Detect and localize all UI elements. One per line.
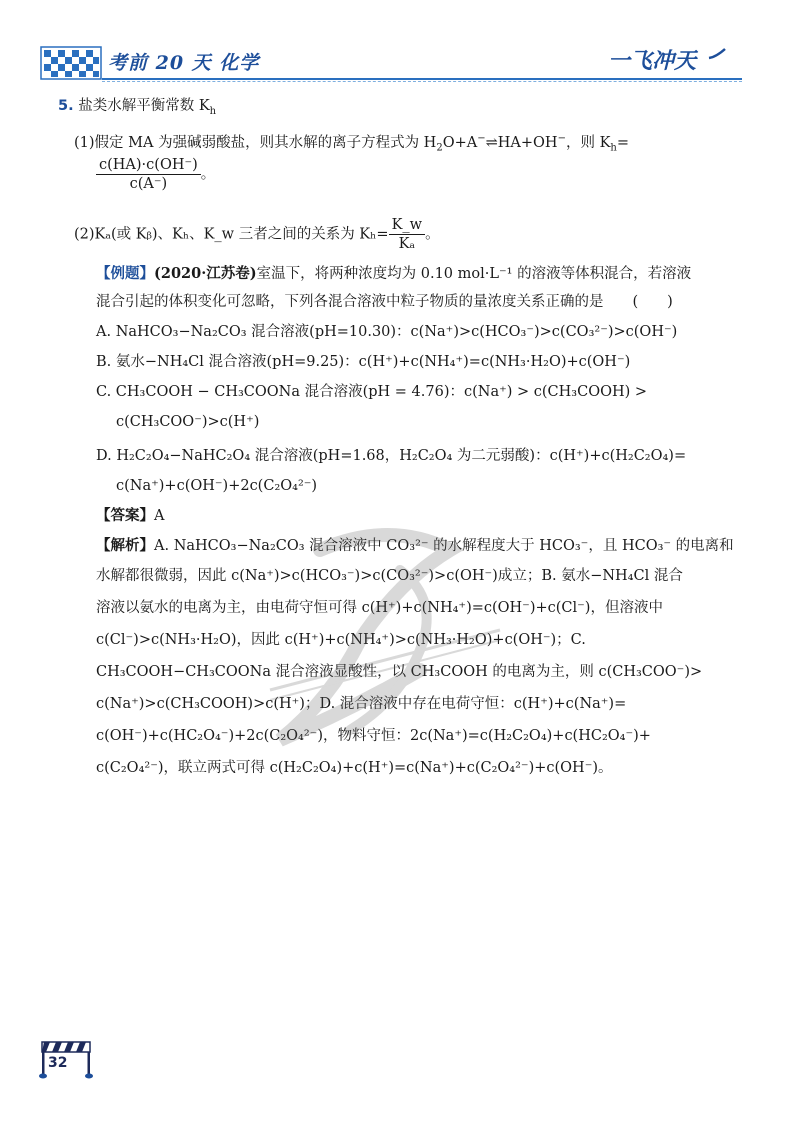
kh-denominator: c(A⁻) [129, 176, 168, 192]
header-rule-dashed [102, 81, 742, 82]
item1-text-d: ，则 K [565, 134, 611, 151]
checkered-logo-icon [40, 46, 102, 80]
analysis-line-3: 溶液以氨水的电离为主，由电荷守恒可得 c(H⁺)+c(NH₄⁺)=c(OH⁻)+c(Cl⁻)，但溶液中 [96, 600, 663, 616]
item2-line [74, 216, 440, 253]
item1-line: (1)假定 MA 为强碱弱酸盐，则其水解的离子方程式为 $H_2O+A^-\rightleftharpoons HA+OH^-$，则 $K_h=$ [74, 133, 630, 154]
swoosh-icon [708, 48, 726, 60]
section-title-sub: h [209, 105, 217, 117]
page-number: 32 [48, 1055, 68, 1071]
item1-text-e: = [616, 134, 630, 151]
kh-numerator: c(HA)·c(OH⁻) [96, 156, 201, 175]
analysis-line-5: CH₃COOH−CH₃COONa 混合溶液显酸性，以 CH₃COOH 的电离为主，则 c(CH₃COO⁻)> [96, 664, 703, 680]
example-line-2: 混合引起的体积变化可忽略，下列各混合溶液中粒子物质的量浓度关系正确的是 ( ) [96, 294, 673, 310]
option-d-line-1: D. H₂C₂O₄−NaHC₂O₄ 混合溶液(pH=1.68，H₂C₂O₄ 为二元弱酸)：c(H⁺)+c(H₂C₂O₄)= [96, 448, 687, 464]
analysis-line-7: c(OH⁻)+c(HC₂O₄⁻)+2c(C₂O₄²⁻)，物料守恒：2c(Na⁺)=c(H₂C₂O₄)+c(HC₂O₄⁻)+ [96, 728, 651, 744]
kh-fraction [96, 156, 201, 193]
option-a: A. NaHCO₃−Na₂CO₃ 混合溶液(pH=10.30)：c(Na⁺)>c(HCO₃⁻)>c(CO₃²⁻)>c(OH⁻) [96, 324, 678, 340]
answer-line [96, 506, 164, 526]
section-heading [58, 96, 216, 122]
analysis-text-1: A. NaHCO₃−Na₂CO₃ 混合溶液中 CO₃²⁻ 的水解程度大于 HCO₃⁻，且 HCO₃⁻ 的电离和 [154, 538, 734, 554]
analysis-line-4: c(Cl⁻)>c(NH₃·H₂O)，因此 c(H⁺)+c(NH₄⁺)>c(NH₃·H₂O)+c(OH⁻)；C. [96, 632, 586, 648]
item1-end: 。 [200, 166, 216, 183]
analysis-tag: 【解析】 [96, 537, 154, 554]
header-title: 考前 20 天 化学 [108, 52, 260, 74]
item1-fraction [96, 156, 215, 193]
item2-text: (2)Kₐ(或 Kᵦ)、Kₕ、K_w 三者之间的关系为 Kₕ= [74, 226, 389, 243]
item1-text-b: O+A [442, 134, 478, 151]
kw-ka-fraction [389, 216, 426, 253]
analysis-line-2: 水解都很微弱，因此 c(Na⁺)>c(HCO₃⁻)>c(CO₃²⁻)>c(OH⁻)成立；B. 氨水−NH₄Cl 混合 [96, 568, 683, 584]
option-b: B. 氨水−NH₄Cl 混合溶液(pH=9.25)：c(H⁺)+c(NH₄⁺)=c(NH₃·H₂O)+c(OH⁻) [96, 354, 631, 370]
answer-tag: 【答案】 [96, 507, 154, 524]
example-line-1 [96, 264, 691, 284]
brand-text: 一飞冲天 [608, 49, 697, 74]
example-source: (2020·江苏卷) [154, 265, 257, 282]
item1-text-c: ⇌HA+OH [485, 134, 558, 151]
option-d-line-2: c(Na⁺)+c(OH⁻)+2c(C₂O₄²⁻) [116, 478, 318, 494]
header-rule [102, 78, 742, 80]
item1-text-a: (1)假定 MA 为强碱弱酸盐，则其水解的离子方程式为 H [74, 134, 437, 151]
item2-end: 。 [425, 226, 440, 243]
option-c-line-2: c(CH₃COO⁻)>c(H⁺) [116, 414, 260, 430]
kw-numerator: K_w [389, 216, 426, 235]
answer-value: A [154, 508, 165, 524]
ka-denominator: Kₐ [398, 236, 416, 252]
example-text-1: 室温下，将两种浓度均为 0.10 mol·L⁻¹ 的溶液等体积混合，若溶液 [256, 266, 692, 282]
section-title: 盐类水解平衡常数 K [78, 98, 210, 114]
watermark-logo-icon [250, 510, 520, 780]
header-brand [608, 44, 696, 75]
analysis-line-6: c(Na⁺)>c(CH₃COOH)>c(H⁺)；D. 混合溶液中存在电荷守恒：c(H⁺)+c(Na⁺)= [96, 696, 627, 712]
example-tag: 【例题】 [96, 265, 154, 282]
section-number: 5. [58, 98, 74, 114]
option-c-line-1: C. CH₃COOH − CH₃COONa 混合溶液(pH = 4.76)：c(Na⁺) > c(CH₃COOH) > [96, 384, 648, 400]
analysis-line-8: c(C₂O₄²⁻)，联立两式可得 c(H₂C₂O₄)+c(H⁺)=c(Na⁺)+c(C₂O₄²⁻)+c(OH⁻)。 [96, 760, 613, 776]
